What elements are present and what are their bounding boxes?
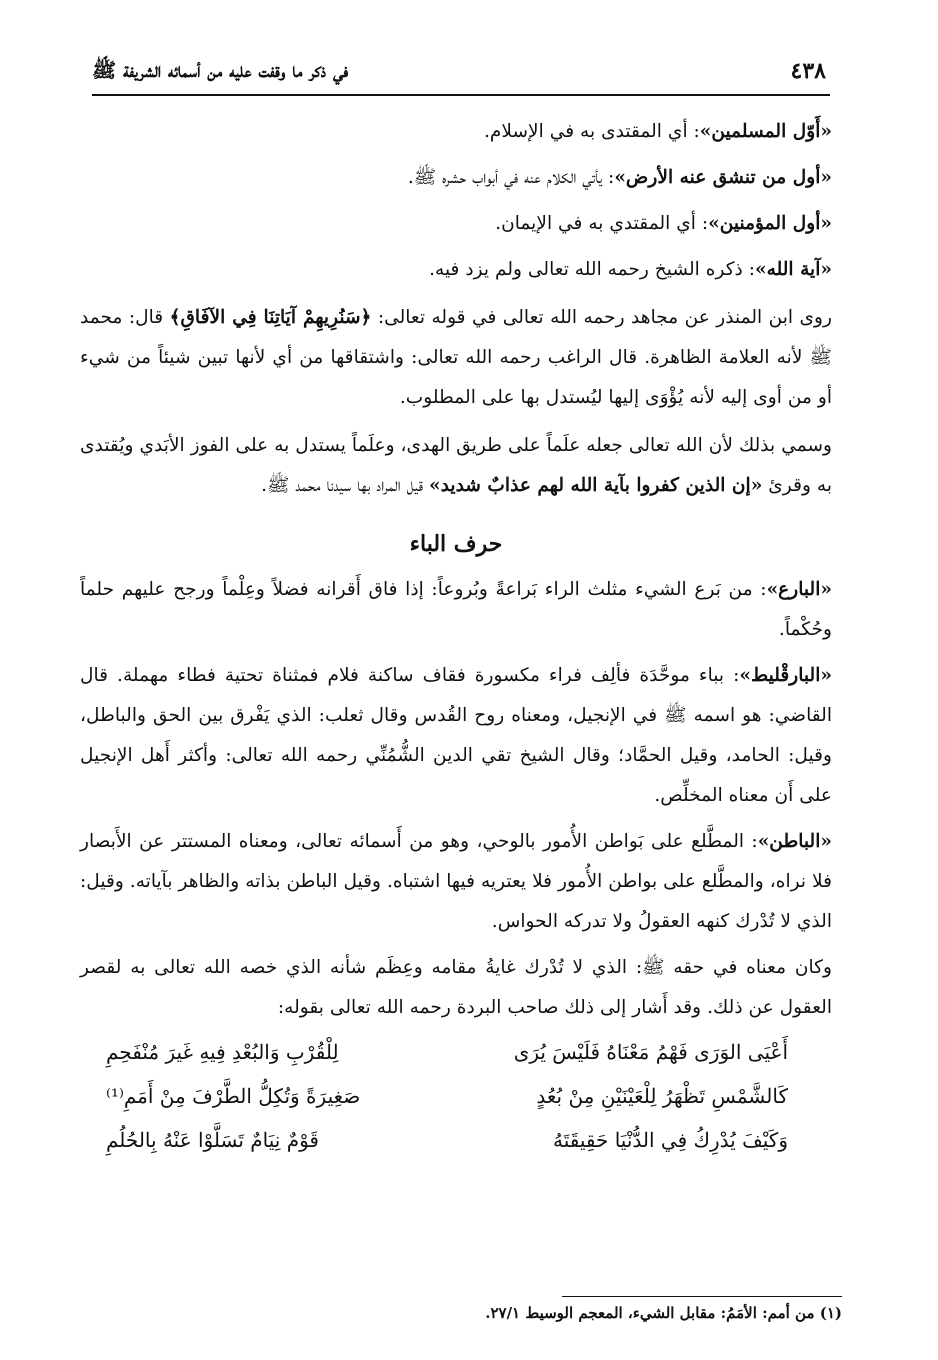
paragraph-text: قال: محمد ﷺ لأنه العلامة الظاهرة. قال الراغب رحمه الله تعالى: واشتقاقها من أي لأنها تبين شيئاً من شيء أو من أوى إليه لأنه يُؤْوَى إليها ليُستدل بها على المطلوب. (80, 307, 832, 408)
verse-second-hemistich: صَغِيرَةً وَتُكِلُّ الطَّرْفَ مِنْ أَمَمِ⁽¹⁾ (106, 1084, 361, 1108)
paragraph-naming (80, 426, 832, 506)
entry-term: «الباطن» (757, 831, 832, 852)
entry-awwal-al-muslimin (80, 112, 832, 152)
running-title: في ذكر ما وقفت عليه من أسمائه الشريفة ﷺ (92, 58, 349, 82)
entry-text: : من بَرع الشيء مثلث الراء بَراعةً وبُروعاً: إذا فاق أَقرانه فضلاً وعِلْماً ورجح عليهم حلماً وحُكْماً. (80, 579, 832, 640)
paragraph-text: قيل المراد بها سيدنا محمد ﷺ. (261, 475, 430, 496)
entry-term: «أَوّل المسلمين» (699, 121, 832, 142)
verse-second-hemistich: قَوْمٌ نِيَامٌ تَسَلَّوْا عَنْهُ بِالحُلُمِ (106, 1128, 319, 1152)
entry-text: : المطَّلع على بَواطن الأُمور بالوحي، وهو من أَسمائه تعالى، ومعناه المستتر عن الأَبصار فلا نراه، والمطَّلع على بواطن الأُمور فلا يعتريه فيها اشتباه. وقيل الباطن بذاته والظاهر بآياته. وقيل: الذي لا تُدْرك كنهه العقولُ ولا تدركه الحواس. (80, 831, 832, 932)
quran-quote: ﴿سَنُرِيهِمْ آيَاتِنَا فِي الآفَاقِ﴾ (169, 307, 372, 328)
verse-second-hemistich: لِلْقُرْبِ وَالبُعْدِ فِيهِ غَيرَ مُنْفَحِمِ (106, 1040, 339, 1064)
poem-verse (80, 1118, 832, 1162)
entry-ayat-allah (80, 250, 832, 290)
quran-quote: «إن الذين كفروا بآية الله لهم عذابٌ شديد» (429, 475, 763, 496)
entry-text: : أي المقتدى به في الإسلام. (483, 121, 700, 142)
section-heading: حرف الباء (409, 531, 503, 557)
verse-first-hemistich: كَالشَّمْسِ تَظْهَرُ لِلْعَيْنَيْنِ مِنْ بُعُدٍ (536, 1084, 788, 1108)
poem-verse (80, 1030, 832, 1074)
poem-block (80, 1030, 832, 1162)
page-body (80, 112, 832, 1162)
entry-awwal-al-muminin (80, 204, 832, 244)
paragraph-meaning: وكان معناه في حقه ﷺ: الذي لا تُدْرك غايةُ مقامه وعِظَم شأنه الذي خصه الله تعالى به لقصر العقول عن ذلك. وقد أَشار إلى ذلك صاحب البردة رحمه الله تعالى بقوله: (80, 957, 832, 1018)
entry-al-bari (80, 570, 832, 650)
entry-text: : أي المقتدي به في الإيمان. (495, 213, 709, 234)
entry-al-bariqlit (80, 656, 832, 816)
verse-first-hemistich: أَعْيَى الوَرَى فَهْمُ مَعْنَاهُ فَلَيْسَ يُرَى (513, 1040, 788, 1064)
entry-term: «آية الله» (755, 259, 832, 280)
entry-al-batin (80, 822, 832, 942)
paragraph-ayah-meaning (80, 298, 832, 418)
poem-verse (80, 1074, 832, 1118)
entry-text: : يأتي الكلام عنه في أبواب حشره ﷺ. (407, 167, 615, 188)
paragraph-text: روى ابن المنذر عن مجاهد رحمه الله تعالى في قوله تعالى: (371, 307, 833, 328)
entry-term: «أول من تنشق عنه الأرض» (614, 167, 832, 188)
entry-term: «البارقْليط» (739, 665, 832, 686)
paragraph-text: وسمي بذلك لأن الله تعالى جعله علَماً على طريق الهدى، وعلَماً يستدل به على الفوز الأبَدي ويُقتدى به وقرئ (80, 435, 832, 496)
footnote-divider (562, 1296, 842, 1297)
entry-text: : ذكره الشيخ رحمه الله تعالى ولم يزد فيه. (429, 259, 756, 280)
verse-first-hemistich: وَكَيْفَ يُدْرِكُ فِي الدُّنْيَا حَقِيقَتَهُ (552, 1128, 788, 1152)
entry-term: «البارع» (766, 579, 832, 600)
entry-awwal-man-tanshaqq (80, 158, 832, 198)
page-header (92, 50, 830, 96)
entry-text: : بباء موحَّدَة فألِف فراء مكسورة فقاف ساكنة فلام فمثناة تحتية فطاء مهملة. قال القاضي: هو اسمه ﷺ في الإنجيل، ومعناه روح القُدس وقال ثعلب: الذي يَفْرق بين الحق والباطل، وقيل: الحامد، وقيل الحمَّاد؛ وقال الشيخ تقي الدين الشُّمُنِّي رحمه الله تعالى: وأكثر أَهل الإنجيل على أَن معناه المخلِّص. (80, 665, 832, 806)
entry-term: «أول المؤمنين» (708, 213, 832, 234)
footnote: (١) من أمم: الأمَمُ: مقابل الشيء، المعجم الوسيط ٢٧/١. (485, 1304, 842, 1322)
page-number: ٤٣٨ (790, 58, 826, 84)
